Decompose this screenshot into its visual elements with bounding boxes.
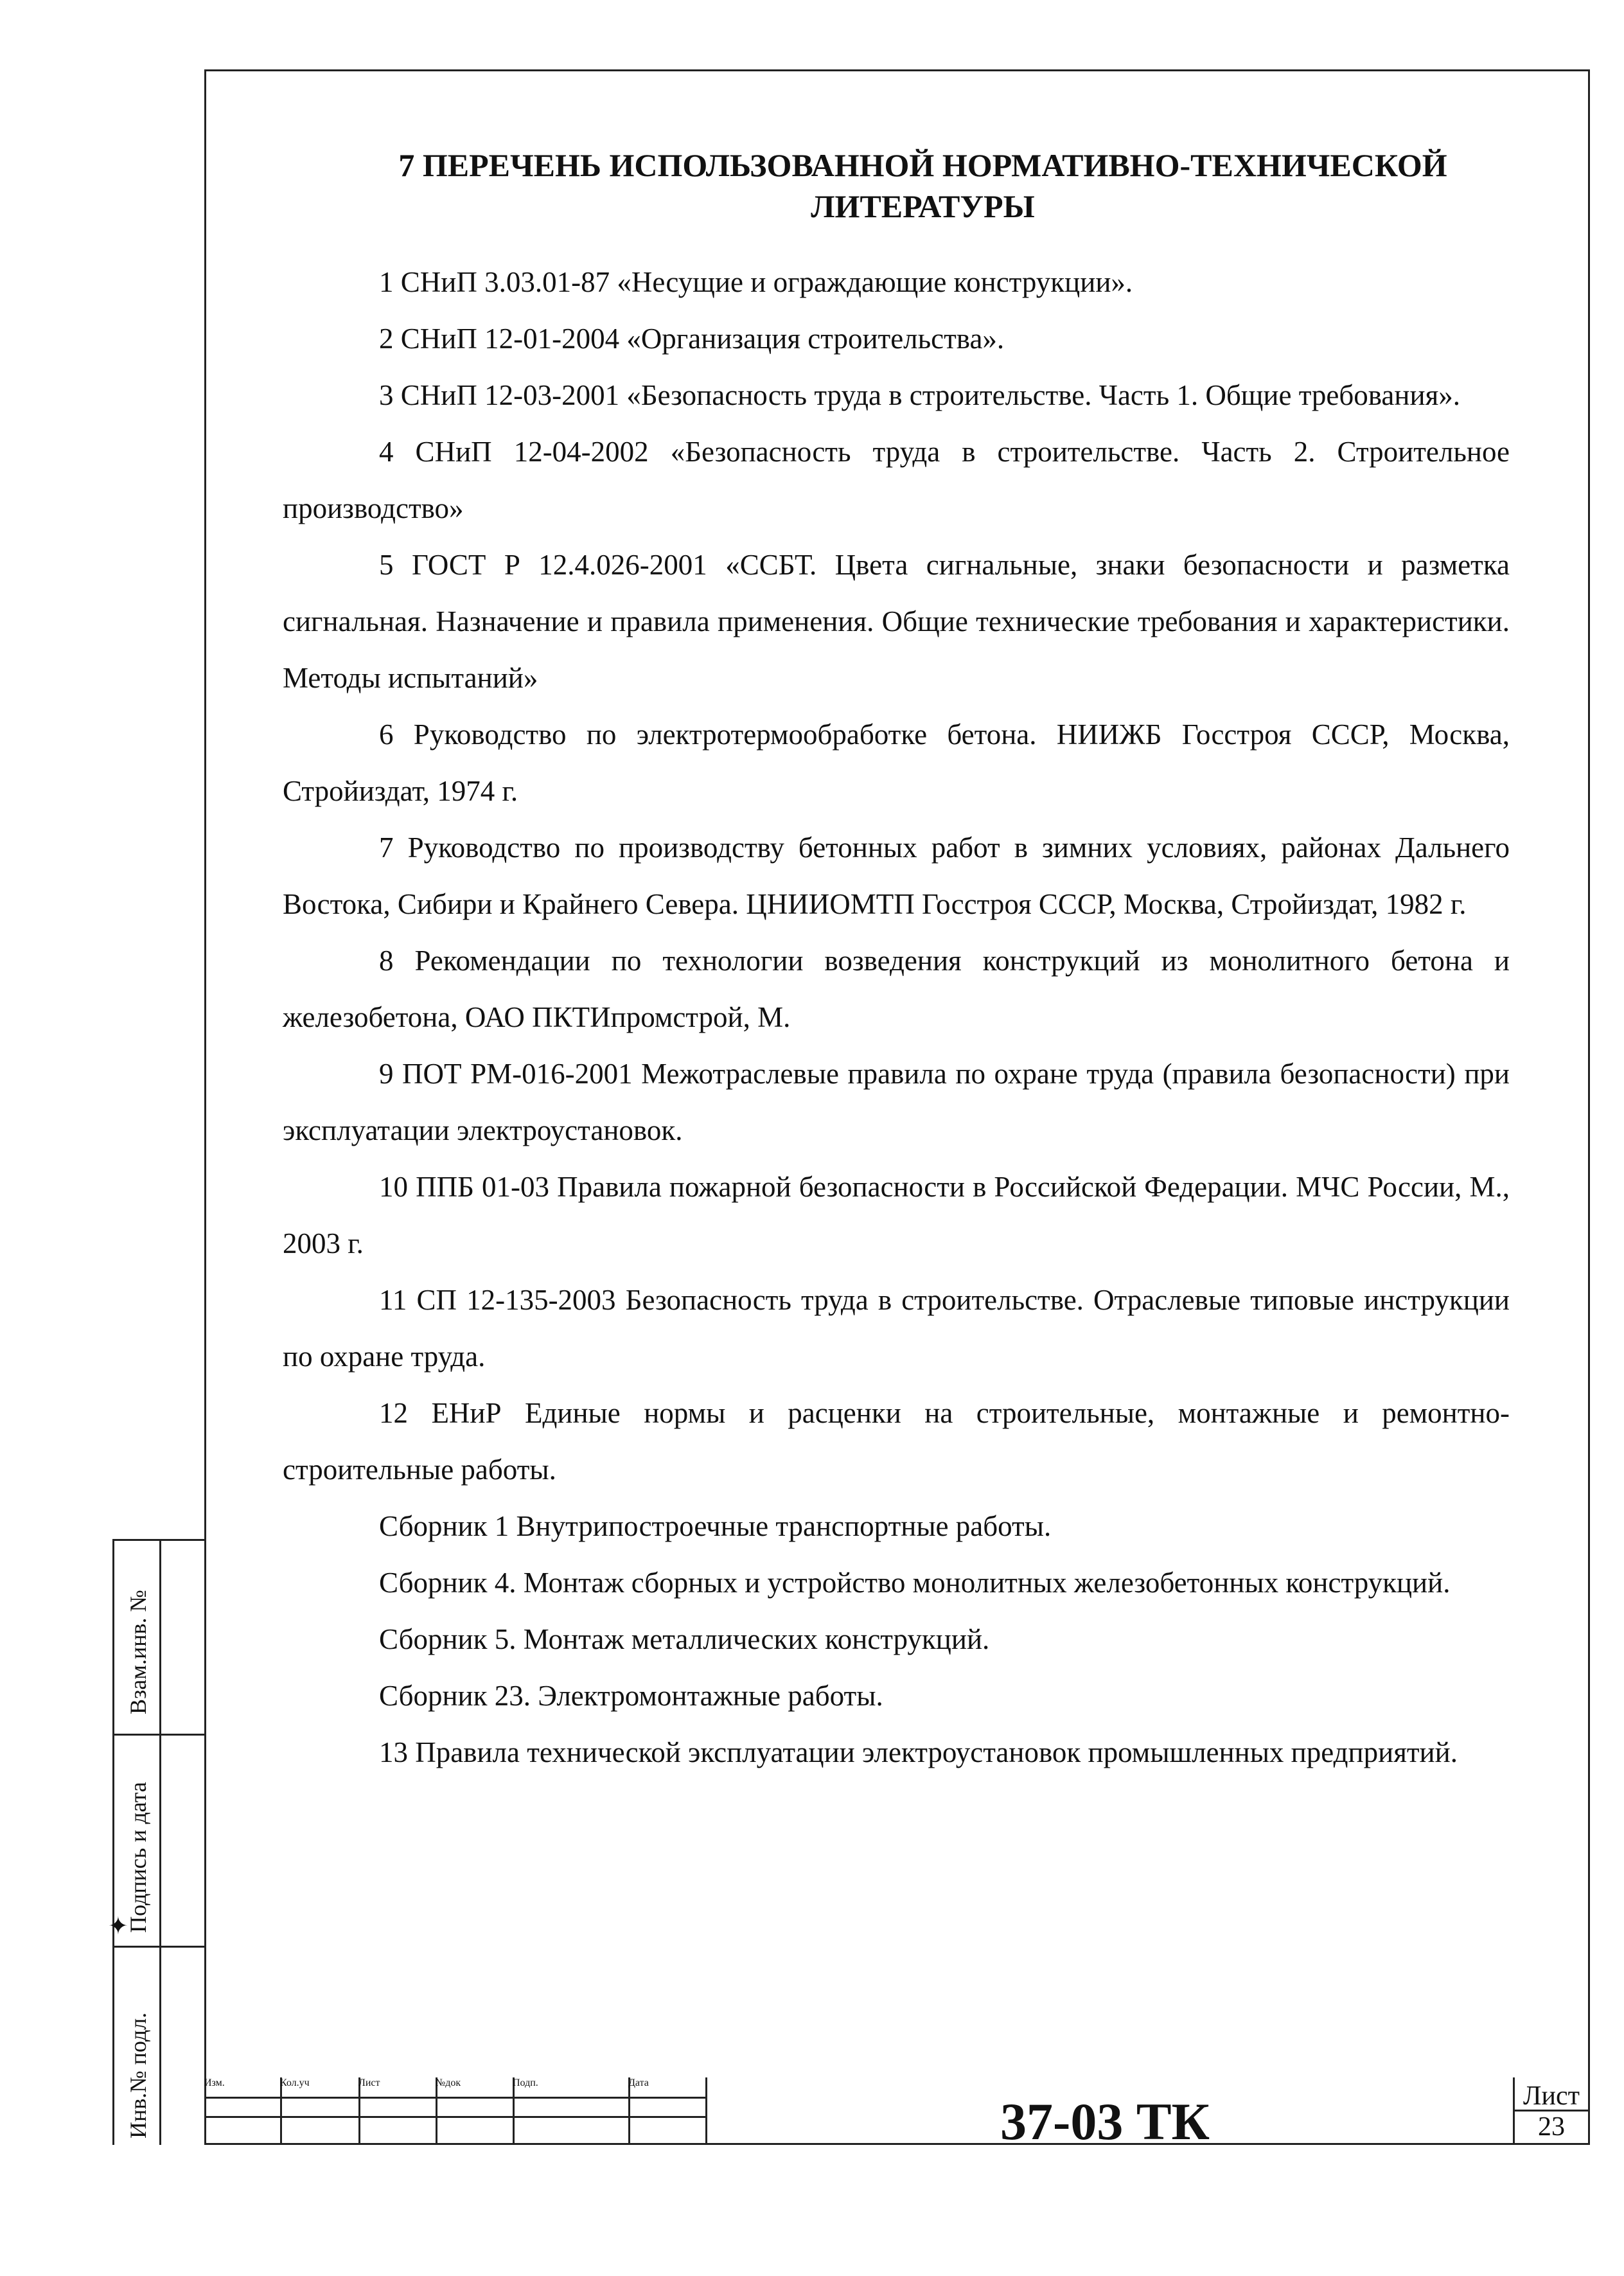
document-code: 37-03 ТК — [1000, 2092, 1210, 2151]
list-item: 2 СНиП 12-01-2004 «Организация строительства». — [379, 323, 1005, 355]
stamp-header-ndok: №док — [436, 2077, 461, 2088]
stamp-header-data: Дата — [628, 2077, 649, 2088]
title-line-1: 7 ПЕРЕЧЕНЬ ИСПОЛЬЗОВАННОЙ НОРМАТИВНО-ТЕХНИЧЕСКОЙ — [398, 147, 1447, 183]
list-item: 11 СП 12-135-2003 Безопасность труда в строительстве. Отраслевые типовые инструкции по охране труда. — [283, 1284, 1510, 1373]
list-item: 13 Правила технической эксплуатации электроустановок промышленных предприятий. — [379, 1736, 1458, 1768]
section-title — [204, 145, 1590, 227]
list-item: 7 Руководство по производству бетонных работ в зимних условиях, районах Дальнего Востока, Сибири и Крайнего Севера. ЦНИИОМТП Госстроя СССР, Москва, Стройиздат, 1982 г. — [283, 831, 1510, 920]
list-item: 4 СНиП 12-04-2002 «Безопасность труда в строительстве. Часть 2. Строительное производство» — [283, 436, 1510, 524]
list-item: 8 Рекомендации по технологии возведения конструкций из монолитного бетона и железобетона, ОАО ПКТИпромстрой, М. — [283, 945, 1510, 1033]
side-label-vzam: Взам.инв. № — [125, 1590, 151, 1714]
sheet-number: 23 — [1538, 2112, 1565, 2142]
stamp-header-podp: Подп. — [513, 2077, 538, 2088]
title-line-2: ЛИТЕРАТУРЫ — [811, 188, 1035, 224]
title-block-line — [204, 2097, 705, 2099]
side-label-podpis: Подпись и дата — [125, 1782, 151, 1933]
list-item: 10 ППБ 01-03 Правила пожарной безопасности в Российской Федерации. МЧС России, М., 2003 г. — [283, 1171, 1510, 1259]
list-item: 6 Руководство по электротермообработке бетона. НИИЖБ Госстроя СССР, Москва, Стройиздат, 1974 г. — [283, 718, 1510, 807]
stamp-header-kolvo: Кол.уч — [280, 2077, 310, 2088]
list-item: 9 ПОТ РМ-016-2001 Межотраслевые правила по охране труда (правила безопасности) при эксплуатации электроустановок. — [283, 1058, 1510, 1146]
reference-list — [283, 254, 1510, 1781]
stamp-header-list: Лист — [358, 2077, 380, 2088]
sub-list-item: Сборник 4. Монтаж сборных и устройство монолитных железобетонных конструкций. — [379, 1567, 1451, 1599]
list-item: 1 СНиП 3.03.01-87 «Несущие и ограждающие конструкции». — [379, 266, 1133, 298]
stamp-header-izm: Изм. — [204, 2077, 225, 2088]
list-item: 3 СНиП 12-03-2001 «Безопасность труда в строительстве. Часть 1. Общие требования». — [379, 379, 1461, 411]
sheet-label: Лист — [1523, 2081, 1580, 2111]
sub-list-item: Сборник 1 Внутрипостроечные транспортные работы. — [379, 1510, 1052, 1542]
pen-mark: ✦ — [108, 1913, 128, 1940]
sub-list-item: Сборник 23. Электромонтажные работы. — [379, 1680, 883, 1712]
list-item: 12 ЕНиР Единые нормы и расценки на строительные, монтажные и ремонтно-строительные работы. — [283, 1397, 1510, 1486]
title-block-line — [204, 2116, 705, 2118]
list-item: 5 ГОСТ Р 12.4.026-2001 «ССБТ. Цвета сигнальные, знаки безопасности и разметка сигнальная. Назначение и правила применения. Общие технические требования и характеристики. Методы испытаний» — [283, 549, 1510, 694]
side-stamp — [112, 1539, 204, 2145]
sub-list-item: Сборник 5. Монтаж металлических конструкций. — [379, 1623, 990, 1655]
side-label-inv: Инв.№ подл. — [125, 2012, 151, 2138]
